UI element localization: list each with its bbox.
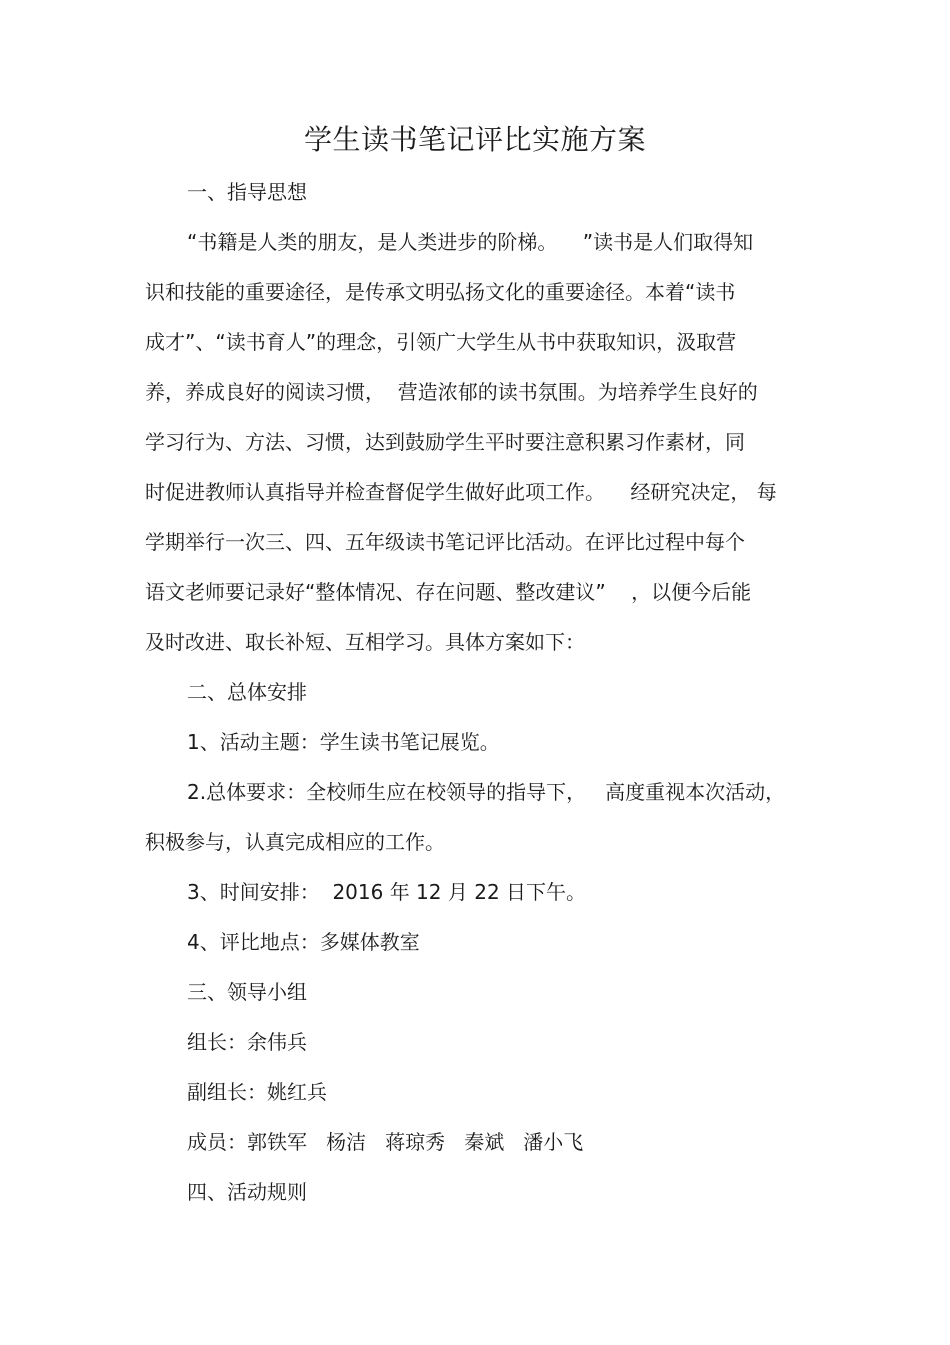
paragraph-line: 识和技能的重要途径，是传承文明弘扬文化的重要途径。本着“读书 — [145, 280, 736, 304]
list-item-requirement: 2.总体要求：全校师生应在校领导的指导下， 高度重视本次活动， — [187, 780, 786, 804]
list-item-requirement-continued: 积极参与，认真完成相应的工作。 — [145, 830, 445, 854]
paragraph-line: “书籍是人类的朋友，是人类进步的阶梯。 ”读书是人们取得知 — [187, 230, 754, 254]
group-deputy-leader: 副组长：姚红兵 — [187, 1080, 327, 1104]
paragraph-line: 语文老师要记录好“整体情况、存在问题、整改建议” ，以便今后能 — [145, 580, 752, 604]
group-members: 成员：郭铁军 杨洁 蒋琼秀 秦斌 潘小飞 — [187, 1130, 584, 1154]
section-heading-activity-rules: 四、活动规则 — [187, 1180, 307, 1204]
paragraph-line: 学期举行一次三、四、五年级读书笔记评比活动。在评比过程中每个 — [145, 530, 745, 554]
paragraph-line: 学习行为、方法、习惯，达到鼓励学生平时要注意积累习作素材，同 — [145, 430, 745, 454]
paragraph-line: 养，养成良好的阅读习惯， 营造浓郁的读书氛围。为培养学生良好的 — [145, 380, 758, 404]
section-heading-overall-arrangement: 二、总体安排 — [187, 680, 307, 704]
paragraph-line: 成才”、“读书育人”的理念，引领广大学生从书中获取知识，汲取营 — [145, 330, 737, 354]
list-item-theme: 1、活动主题：学生读书笔记展览。 — [187, 730, 500, 754]
paragraph-line: 时促进教师认真指导并检查督促学生做好此项工作。 经研究决定， 每 — [145, 480, 777, 504]
document-title: 学生读书笔记评比实施方案 — [303, 123, 646, 156]
section-heading-guiding-thought: 一、指导思想 — [187, 180, 307, 204]
list-item-time: 3、时间安排： 2016 年 12 月 22 日下午。 — [187, 880, 587, 904]
list-item-location: 4、评比地点：多媒体教室 — [187, 930, 420, 954]
group-leader: 组长：余伟兵 — [187, 1030, 307, 1054]
section-heading-leadership-group: 三、领导小组 — [187, 980, 307, 1004]
paragraph-line: 及时改进、取长补短、互相学习。具体方案如下： — [145, 630, 585, 654]
